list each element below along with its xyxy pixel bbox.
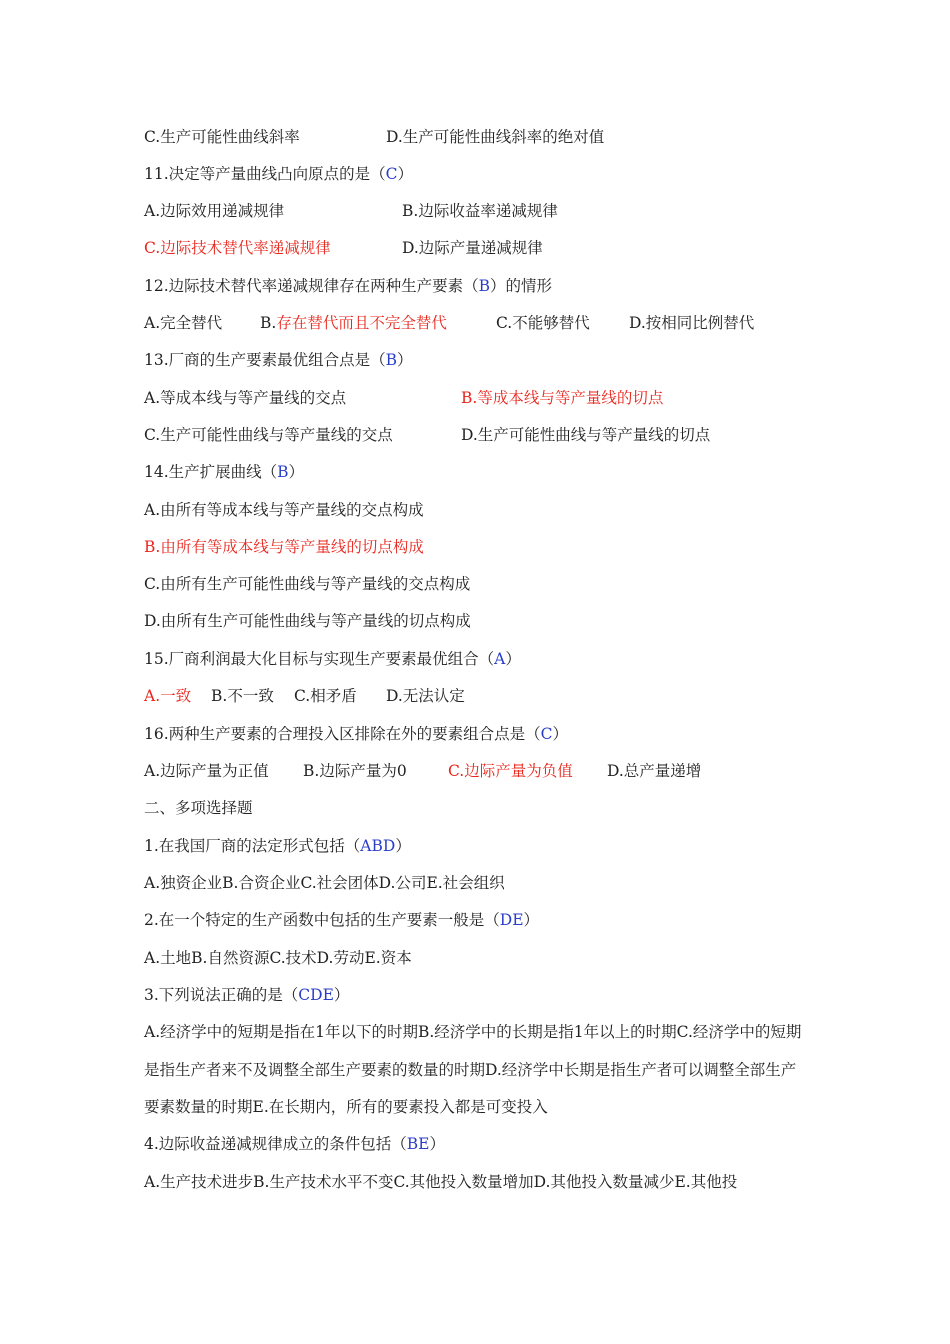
- option-b: [260, 313, 447, 333]
- answer: B: [277, 463, 289, 481]
- answer: BE: [406, 1135, 430, 1153]
- question-close: ）: [523, 911, 540, 929]
- answer: B: [478, 277, 491, 295]
- answer: DE: [499, 911, 524, 929]
- question-text: 3.下列说法正确的是（: [144, 986, 299, 1004]
- question-text: 15.厂商利润最大化目标与实现生产要素最优组合（: [144, 650, 495, 668]
- answer: C: [385, 165, 398, 183]
- option-a-correct: A.一致: [144, 687, 192, 705]
- question-text: 16.两种生产要素的合理投入区排除在外的要素组合点是（: [144, 725, 541, 743]
- question-text: 2.在一个特定的生产函数中包括的生产要素一般是（: [144, 911, 500, 929]
- multi-question-3-options: A.经济学中的短期是指在1年以下的时期B.经济学中的长期是指1年以上的时期C.经济学中的短期是指生产者来不及调整全部生产要素的数量的时期D.经济学中长期是指生产者可以调整全部生产要素数量的时期E.在长期内，所有的要素投入都是可变投入: [144, 1023, 802, 1116]
- option-c-correct: C.边际技术替代率递减规律: [144, 239, 331, 257]
- question-close: ）: [429, 1135, 446, 1153]
- question-close: ）: [505, 650, 521, 668]
- question-close: ）: [397, 351, 413, 369]
- option-a: A.完全替代: [144, 314, 223, 332]
- option-d: D.按相同比例替代: [629, 314, 755, 332]
- question-text: 1.在我国厂商的法定形式包括（: [144, 837, 361, 855]
- option-d: D.无法认定: [386, 687, 465, 705]
- answer: C: [540, 725, 553, 743]
- option-b: B.边际收益率递减规律: [402, 202, 558, 220]
- q14-option-d: D.由所有生产可能性曲线与等产量线的切点构成: [144, 612, 471, 630]
- option-b-prefix: B.: [260, 314, 277, 332]
- option-d: D.生产可能性曲线斜率的绝对值: [386, 128, 605, 146]
- question-text: 12.边际技术替代率递减规律存在两种生产要素（: [144, 277, 479, 295]
- section-heading-multiple-choice: 二、多项选择题: [144, 799, 253, 817]
- q14-option-c: C.由所有生产可能性曲线与等产量线的交点构成: [144, 575, 471, 593]
- option-d: D.生产可能性曲线与等产量线的切点: [461, 426, 711, 444]
- question-text: 11.决定等产量曲线凸向原点的是（: [144, 165, 386, 183]
- multi-question-1-options: A.独资企业B.合资企业C.社会团体D.公司E.社会组织: [144, 874, 505, 892]
- multi-question-2: [144, 910, 539, 930]
- option-d: D.总产量递增: [607, 762, 702, 780]
- question-13: [144, 350, 413, 370]
- multi-question-2-options: A.土地B.自然资源C.技术D.劳动E.资本: [144, 949, 412, 967]
- option-a: A.等成本线与等产量线的交点: [144, 389, 347, 407]
- question-text: 14.生产扩展曲线（: [144, 463, 278, 481]
- option-d: D.边际产量递减规律: [402, 239, 543, 257]
- answer: A: [494, 650, 506, 668]
- option-a: A.边际效用递减规律: [144, 202, 285, 220]
- q14-option-b-correct: B.由所有等成本线与等产量线的切点构成: [144, 538, 424, 556]
- question-16: [144, 724, 568, 744]
- multi-question-4-options: A.生产技术进步B.生产技术水平不变C.其他投入数量增加D.其他投入数量减少E.其他投: [144, 1173, 738, 1191]
- question-close: ）: [333, 986, 350, 1004]
- option-c-correct: C.边际产量为负值: [448, 762, 573, 780]
- option-b: B.边际产量为0: [303, 762, 407, 780]
- answer: CDE: [298, 986, 334, 1004]
- option-c: C.相矛盾: [294, 687, 357, 705]
- option-b-correct: B.等成本线与等产量线的切点: [461, 389, 664, 407]
- option-c: C.生产可能性曲线与等产量线的交点: [144, 426, 393, 444]
- multi-question-1: [144, 836, 411, 856]
- answer: ABD: [360, 837, 396, 855]
- question-close: ）: [552, 725, 569, 743]
- question-close: ）: [395, 837, 411, 855]
- option-c: C.生产可能性曲线斜率: [144, 128, 300, 146]
- multi-question-4: [144, 1134, 445, 1154]
- option-c: C.不能够替代: [496, 314, 590, 332]
- question-text: 4.边际收益递减规律成立的条件包括（: [144, 1135, 407, 1153]
- option-b-correct: 存在替代而且不完全替代: [276, 314, 447, 332]
- option-b: B.不一致: [211, 687, 274, 705]
- question-12: [144, 276, 552, 296]
- answer: B: [385, 351, 398, 369]
- question-14: [144, 462, 304, 482]
- question-close: ）: [397, 165, 414, 183]
- multi-question-3: [144, 985, 349, 1005]
- q14-option-a: A.由所有等成本线与等产量线的交点构成: [144, 501, 424, 519]
- option-a: A.边际产量为正值: [144, 762, 269, 780]
- question-close: ）的情形: [490, 277, 553, 295]
- question-11: [144, 164, 413, 184]
- question-15: [144, 649, 521, 669]
- question-text: 13.厂商的生产要素最优组合点是（: [144, 351, 386, 369]
- question-close: ）: [288, 463, 305, 481]
